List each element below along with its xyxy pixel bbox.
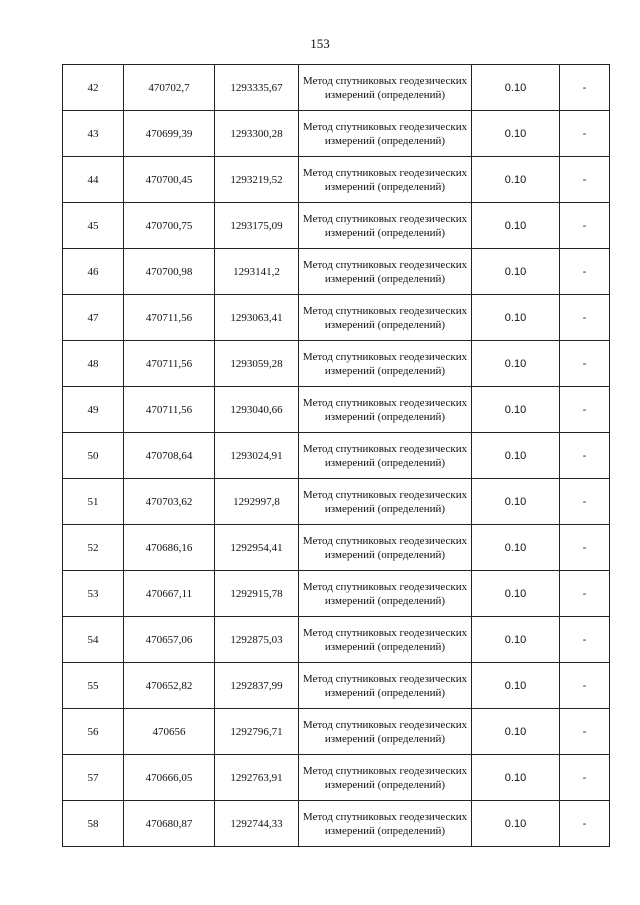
x-coordinate-cell: 470711,56 (124, 387, 215, 433)
accuracy-cell: 0.10 (472, 65, 560, 111)
accuracy-cell: 0.10 (472, 295, 560, 341)
extra-cell: - (560, 663, 610, 709)
point-number-cell: 45 (63, 203, 124, 249)
y-coordinate-cell: 1293219,52 (215, 157, 299, 203)
table-row (63, 801, 610, 847)
table-row (63, 295, 610, 341)
point-number-cell: 53 (63, 571, 124, 617)
x-coordinate-cell: 470656 (124, 709, 215, 755)
point-number-cell: 58 (63, 801, 124, 847)
y-coordinate-cell: 1293175,09 (215, 203, 299, 249)
extra-cell: - (560, 111, 610, 157)
accuracy-cell: 0.10 (472, 203, 560, 249)
coordinates-table (62, 64, 610, 847)
method-cell: Метод спутниковых геодезических измерений (определений) (299, 111, 472, 157)
x-coordinate-cell: 470711,56 (124, 295, 215, 341)
point-number-cell: 43 (63, 111, 124, 157)
extra-cell: - (560, 479, 610, 525)
accuracy-cell: 0.10 (472, 341, 560, 387)
method-cell: Метод спутниковых геодезических измерений (определений) (299, 525, 472, 571)
table-row (63, 525, 610, 571)
point-number-cell: 52 (63, 525, 124, 571)
point-number-cell: 54 (63, 617, 124, 663)
method-cell: Метод спутниковых геодезических измерений (определений) (299, 203, 472, 249)
y-coordinate-cell: 1292997,8 (215, 479, 299, 525)
method-cell: Метод спутниковых геодезических измерений (определений) (299, 709, 472, 755)
extra-cell: - (560, 157, 610, 203)
method-cell: Метод спутниковых геодезических измерений (определений) (299, 663, 472, 709)
method-cell: Метод спутниковых геодезических измерений (определений) (299, 295, 472, 341)
table-row (63, 571, 610, 617)
x-coordinate-cell: 470652,82 (124, 663, 215, 709)
accuracy-cell: 0.10 (472, 755, 560, 801)
table-row (63, 387, 610, 433)
accuracy-cell: 0.10 (472, 387, 560, 433)
method-cell: Метод спутниковых геодезических измерений (определений) (299, 479, 472, 525)
accuracy-cell: 0.10 (472, 249, 560, 295)
table-row (63, 65, 610, 111)
y-coordinate-cell: 1292915,78 (215, 571, 299, 617)
point-number-cell: 49 (63, 387, 124, 433)
x-coordinate-cell: 470680,87 (124, 801, 215, 847)
accuracy-cell: 0.10 (472, 479, 560, 525)
table-row (63, 617, 610, 663)
table-row (63, 479, 610, 525)
extra-cell: - (560, 755, 610, 801)
accuracy-cell: 0.10 (472, 663, 560, 709)
y-coordinate-cell: 1293141,2 (215, 249, 299, 295)
extra-cell: - (560, 387, 610, 433)
extra-cell: - (560, 341, 610, 387)
x-coordinate-cell: 470700,75 (124, 203, 215, 249)
x-coordinate-cell: 470686,16 (124, 525, 215, 571)
extra-cell: - (560, 65, 610, 111)
method-cell: Метод спутниковых геодезических измерений (определений) (299, 157, 472, 203)
accuracy-cell: 0.10 (472, 571, 560, 617)
point-number-cell: 50 (63, 433, 124, 479)
point-number-cell: 57 (63, 755, 124, 801)
table-row (63, 663, 610, 709)
x-coordinate-cell: 470699,39 (124, 111, 215, 157)
y-coordinate-cell: 1292837,99 (215, 663, 299, 709)
table-row (63, 709, 610, 755)
method-cell: Метод спутниковых геодезических измерений (определений) (299, 65, 472, 111)
point-number-cell: 51 (63, 479, 124, 525)
y-coordinate-cell: 1293059,28 (215, 341, 299, 387)
table-row (63, 755, 610, 801)
x-coordinate-cell: 470700,98 (124, 249, 215, 295)
extra-cell: - (560, 249, 610, 295)
method-cell: Метод спутниковых геодезических измерений (определений) (299, 755, 472, 801)
accuracy-cell: 0.10 (472, 157, 560, 203)
x-coordinate-cell: 470666,05 (124, 755, 215, 801)
table-row (63, 341, 610, 387)
table-row (63, 203, 610, 249)
table-row (63, 111, 610, 157)
y-coordinate-cell: 1293300,28 (215, 111, 299, 157)
accuracy-cell: 0.10 (472, 801, 560, 847)
accuracy-cell: 0.10 (472, 433, 560, 479)
x-coordinate-cell: 470711,56 (124, 341, 215, 387)
x-coordinate-cell: 470667,11 (124, 571, 215, 617)
accuracy-cell: 0.10 (472, 709, 560, 755)
accuracy-cell: 0.10 (472, 525, 560, 571)
point-number-cell: 47 (63, 295, 124, 341)
extra-cell: - (560, 571, 610, 617)
extra-cell: - (560, 709, 610, 755)
x-coordinate-cell: 470700,45 (124, 157, 215, 203)
table-row (63, 249, 610, 295)
point-number-cell: 56 (63, 709, 124, 755)
method-cell: Метод спутниковых геодезических измерений (определений) (299, 341, 472, 387)
y-coordinate-cell: 1292796,71 (215, 709, 299, 755)
extra-cell: - (560, 203, 610, 249)
point-number-cell: 46 (63, 249, 124, 295)
method-cell: Метод спутниковых геодезических измерений (определений) (299, 571, 472, 617)
y-coordinate-cell: 1293335,67 (215, 65, 299, 111)
point-number-cell: 44 (63, 157, 124, 203)
point-number-cell: 48 (63, 341, 124, 387)
y-coordinate-cell: 1292744,33 (215, 801, 299, 847)
extra-cell: - (560, 295, 610, 341)
y-coordinate-cell: 1293024,91 (215, 433, 299, 479)
extra-cell: - (560, 617, 610, 663)
point-number-cell: 55 (63, 663, 124, 709)
table-row (63, 433, 610, 479)
x-coordinate-cell: 470657,06 (124, 617, 215, 663)
extra-cell: - (560, 801, 610, 847)
y-coordinate-cell: 1292763,91 (215, 755, 299, 801)
method-cell: Метод спутниковых геодезических измерений (определений) (299, 249, 472, 295)
accuracy-cell: 0.10 (472, 111, 560, 157)
method-cell: Метод спутниковых геодезических измерений (определений) (299, 617, 472, 663)
y-coordinate-cell: 1292954,41 (215, 525, 299, 571)
page-number: 153 (310, 36, 330, 51)
table-row (63, 157, 610, 203)
x-coordinate-cell: 470708,64 (124, 433, 215, 479)
method-cell: Метод спутниковых геодезических измерений (определений) (299, 387, 472, 433)
y-coordinate-cell: 1292875,03 (215, 617, 299, 663)
method-cell: Метод спутниковых геодезических измерений (определений) (299, 801, 472, 847)
extra-cell: - (560, 525, 610, 571)
extra-cell: - (560, 433, 610, 479)
y-coordinate-cell: 1293063,41 (215, 295, 299, 341)
point-number-cell: 42 (63, 65, 124, 111)
coordinates-table-body (63, 65, 610, 847)
method-cell: Метод спутниковых геодезических измерений (определений) (299, 433, 472, 479)
y-coordinate-cell: 1293040,66 (215, 387, 299, 433)
accuracy-cell: 0.10 (472, 617, 560, 663)
x-coordinate-cell: 470703,62 (124, 479, 215, 525)
x-coordinate-cell: 470702,7 (124, 65, 215, 111)
